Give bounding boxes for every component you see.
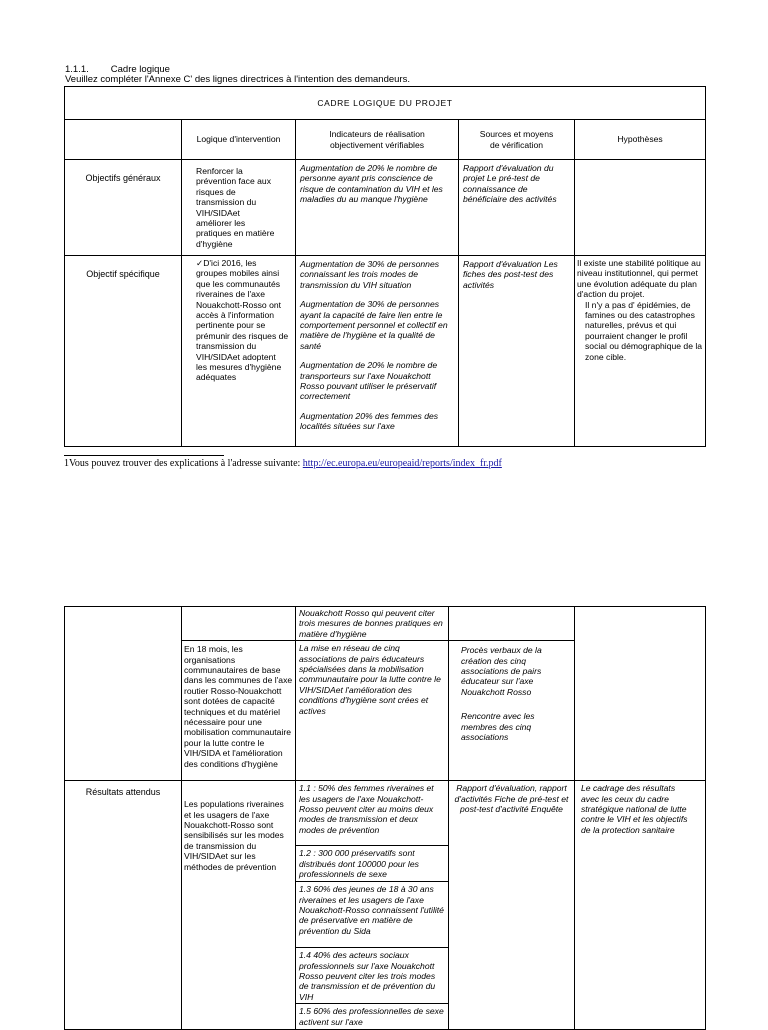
r2-logique: Les populations riveraines et les usagers de l'axe Nouakchott-Rosso sont sensibilisés sur les modes de transmission du VIH/SIDAet sur les méthodes de prévention: [182, 781, 296, 1030]
r1-indicateur: La mise en réseau de cinq associations de pairs éducateurs spécialisées dans la mobilisation communautaire pour la lutte contre le VIH/SIDAet l'amélioration des conditions d'hygiène sont crées et actives: [296, 641, 449, 781]
section-title: Cadre logique: [110, 64, 170, 75]
generaux-sources: Rapport d'évaluation du projet Le pré-test de connaissance de bénéficiaire des activités: [459, 160, 575, 256]
generaux-hypotheses: [575, 160, 706, 256]
indicateur-1-5: 1.5 60% des professionnelles de sexe activent sur l'axe: [296, 1003, 448, 1029]
footnote-link[interactable]: http://ec.europa.eu/europeaid/reports/index_fr.pdf: [302, 458, 502, 469]
indicateur-1-4: 1.4 40% des acteurs sociaux professionnels sur l'axe Nouakchott Rosso peuvent citer les trois modes de transmission et de prévention du VIH: [296, 947, 448, 1003]
specifique-logique: ✓D'ici 2016, les groupes mobiles ainsi que les communautés riveraines de l'axe Nouakchott-Rosso ont accès à l'information pertinente pour se prémunir des risques de transmission du VIH/SIDAet adoptent les mesures d'hygiène adéquates: [182, 256, 296, 447]
indicateur-1-3: 1.3 60% des jeunes de 18 à 30 ans riveraines et les usagers de l'axe Nouakchott-Rosso connaissent l'utilité de préservative en matière de prévention du Sida: [296, 881, 448, 947]
generaux-indicateur: Augmentation de 20% le nombre de personne ayant pris conscience de risque de contamination du VIH et les maladies du au manque l'hygiène: [296, 160, 459, 256]
r2-hypotheses: Le cadrage des résultats avec les ceux du cadre stratégique national de lutte contre le VIH et les objectifs de la protection sanitaire: [575, 781, 706, 1030]
r2-sources: Rapport d'évaluation, rapport d'activités Fiche de pré-test et post-test d'activité Enquête: [449, 781, 575, 1030]
row-label-objectif-specifique: Objectif spécifique: [65, 256, 182, 447]
col-header-logique: Logique d'intervention: [182, 120, 296, 160]
specifique-sources: Rapport d'évaluation Les fiches des post-test des activités: [459, 256, 575, 447]
col-header-sources: Sources et moyens de vérification: [459, 120, 575, 160]
indicateur-1-2: 1.2 : 300 000 préservatifs sont distribués dont 100000 pour les professionnels de sexe: [296, 845, 448, 881]
source-item: Rencontre avec les membres des cinq associations: [461, 711, 535, 743]
source-item: Procès verbaux de la création des cinq associations de pairs éducateur sur l'axe Nouakchott Rosso: [461, 645, 542, 697]
indicateur-item: Augmentation de 30% de personnes connaissant les trois modes de transmission du VIH situation: [300, 259, 440, 290]
hypothese-item: Il n'y a pas d' épidémies, de famines ou des catastrophes naturelles, prévus et qui pourraient changer le profil social ou démographique de la zone cible.: [585, 299, 703, 362]
r1-sources: [449, 641, 575, 781]
indicateur-item: Augmentation de 20% le nombre de transporteurs sur l'axe Nouakchott Rosso pouvant utiliser le préservatif correctement: [300, 360, 438, 402]
empty-hypotheses-cell: [575, 607, 706, 781]
empty-sources-cell: [449, 607, 575, 641]
instruction-text: Veuillez compléter l'Annexe C' des lignes directrices à l'intention des demandeurs.: [65, 74, 410, 85]
table-title: CADRE LOGIQUE DU PROJET: [65, 87, 706, 120]
generaux-logique: Renforcer la prévention face aux risques de transmission du VIH/SIDAet améliorer les pratiques en matière d'hygiène: [182, 160, 296, 256]
indicateur-1-1: 1.1 : 50% des femmes riveraines et les usagers de l'axe Nouakchott-Rosso peuvent citer au moins deux modes de transmission et deux modes de prévention: [299, 783, 434, 835]
row-label-resultats: Résultats attendus: [65, 781, 182, 1030]
empty-logique-cell: [182, 607, 296, 641]
logframe-table: [64, 86, 706, 447]
hypothese-item: Il existe une stabilité politique au niveau institutionnel, qui permet une évolution adéquate du plan d'action du projet.: [577, 258, 701, 300]
specifique-hypotheses: [575, 256, 706, 447]
indicateur-item: Augmentation 20% des femmes des localités situées sur l'axe: [300, 410, 439, 432]
logframe-table-continued: [64, 606, 706, 1030]
r1-logique: En 18 mois, les organisations communautaires de base dans les communes de l'axe routier Rosso-Nouakchott sont dotées de capacité techniques et du matériel nécessaire pour une mobilisation communautaire pour la lutte contre le VIH/SIDA et l'amélioration des conditions d'hygiène: [182, 641, 296, 781]
specifique-indicateurs: [296, 256, 459, 447]
col-header-indicateurs: Indicateurs de réalisation objectivement vérifiables: [296, 120, 459, 160]
empty-label-cell: [65, 607, 182, 781]
footnote-divider: [64, 455, 224, 456]
corner-cell: [65, 120, 182, 160]
cont-indicateur: Nouakchott Rosso qui peuvent citer trois mesures de bonnes pratiques en matière d'hygiène: [296, 607, 449, 641]
row-label-objectifs-generaux: Objectifs généraux: [65, 160, 182, 256]
col-header-hypotheses: Hypothèses: [575, 120, 706, 160]
indicateur-item: Augmentation de 30% de personnes ayant la capacité de faire lien entre le comportement personnel et collectif en matière de l'hygiène et la qualité de santé: [300, 299, 448, 351]
footnote-text: 1Vous pouvez trouver des explications à l'adresse suivante:: [64, 458, 303, 469]
section-number: 1.1.1.: [65, 64, 89, 75]
r2-indicateurs: [296, 781, 449, 1030]
footnote: [64, 458, 502, 469]
